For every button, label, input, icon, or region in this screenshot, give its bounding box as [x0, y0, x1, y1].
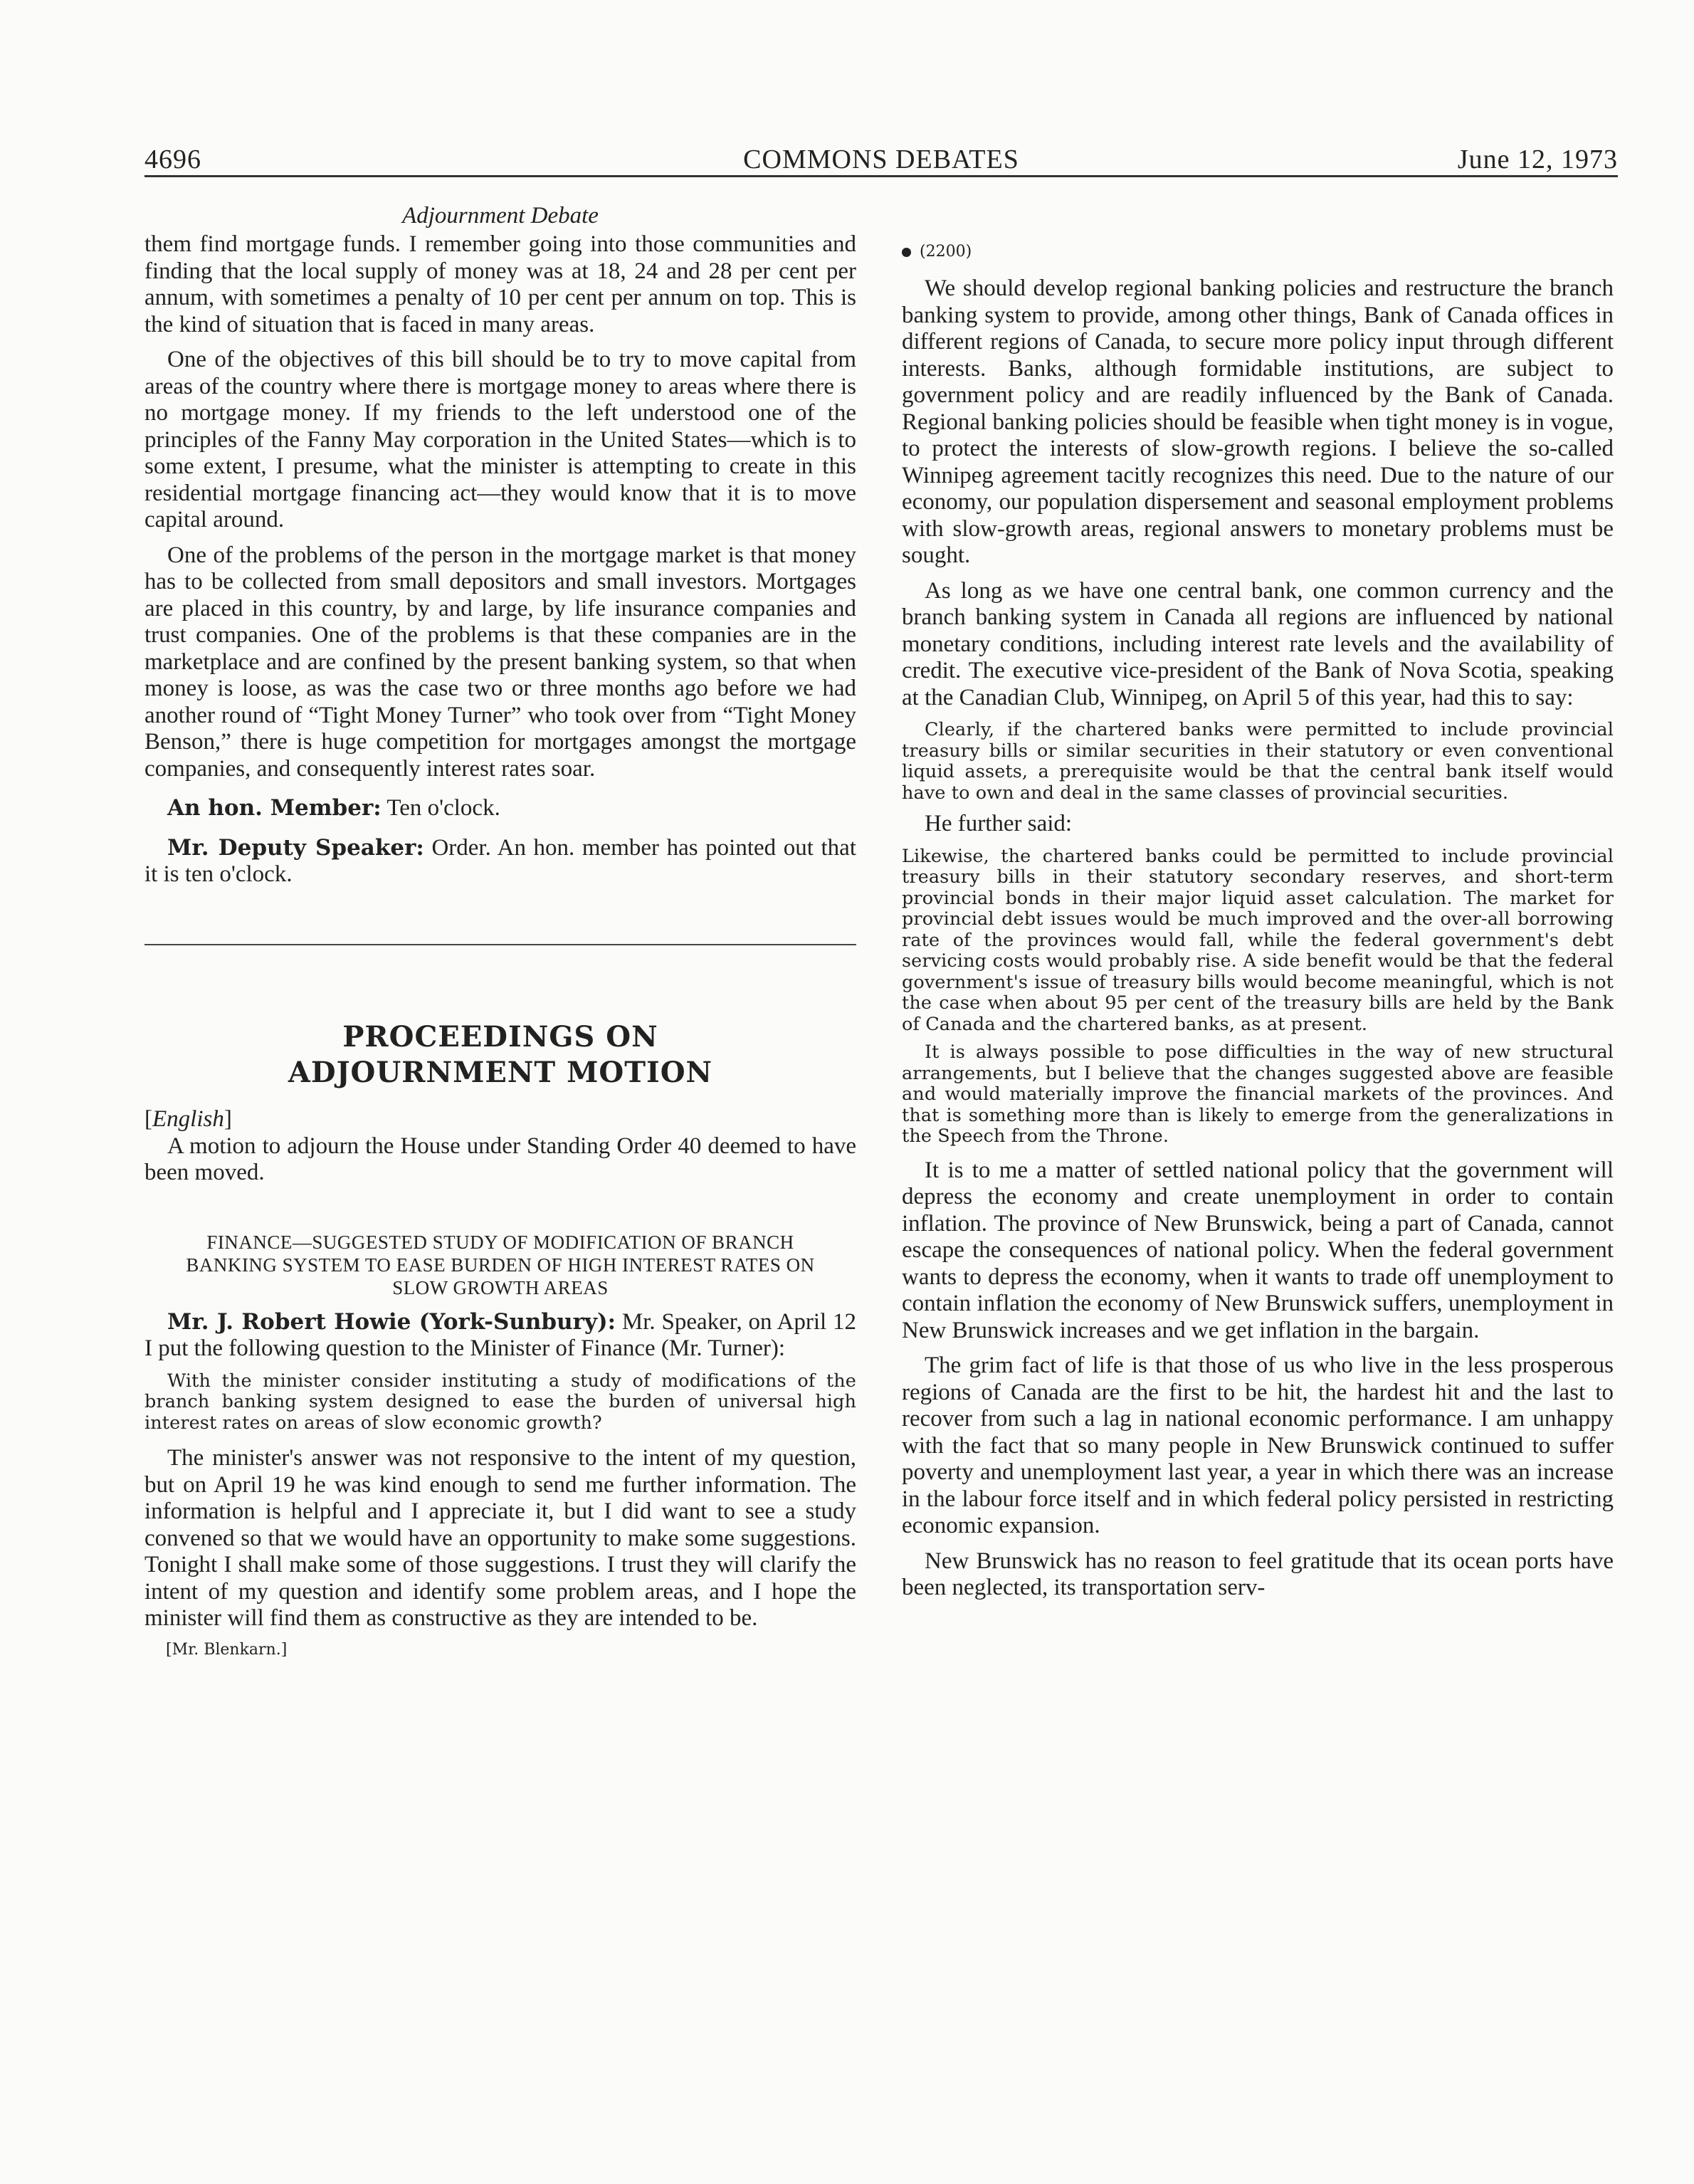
- speech-howie: [144, 1309, 856, 1363]
- speech-text: Order. An hon. member has pointed out that it is ten o'clock.: [144, 834, 856, 887]
- speaker-name: Mr. J. Robert Howie (York-Sunbury):: [167, 1308, 616, 1335]
- speech-deputy-speaker: [144, 835, 856, 888]
- speech-interjection: [144, 795, 856, 822]
- paragraph: One of the objectives of this bill should be to try to move capital from areas of the country where there is mortgage money to areas where there is no mortgage money. If my friends to the left understood one of the principles of the Fanny May corporation in the United States—which is to some extent, I presume, what the minister is attempting to create in this residential mortgage financing act—they would know that it is to move capital around.: [144, 347, 856, 532]
- block-quote: Likewise, the chartered banks could be permitted to include provincial treasury bills in their statutory secondary reserves, and short-term provincial bonds in their major liquid asset calculation. The market for provincial debt issues would be much improved and the over-all borrowing rate of the provinces would fall, while the federal government's debt servicing costs would probably rise. A side benefit would be that the federal government's issue of treasury bills would become meaningful, which is not the case when about 95 per cent of the treasury bills are held by the Bank of Canada and the chartered banks, as at present.: [902, 845, 1614, 1035]
- speech-text: Mr. Speaker, on April 12 I put the following question to the Minister of Finance (Mr. Turner):: [144, 1308, 857, 1361]
- quoted-question: With the minister consider instituting a study of modifications of the branch banking system designed to ease the burden of universal high interest rates on areas of slow economic growth?: [144, 1370, 856, 1434]
- speaker-name: Mr. Deputy Speaker:: [167, 834, 424, 861]
- debate-subheading: FINANCE—SUGGESTED STUDY OF MODIFICATION OF BRANCH BANKING SYSTEM TO EASE BURDEN OF HIGH INTEREST RATES ON SLOW GROWTH AREAS: [186, 1231, 815, 1298]
- motion-text: A motion to adjourn the House under Standing Order 40 deemed to have been moved.: [144, 1133, 856, 1185]
- paragraph: We should develop regional banking policies and restructure the branch banking system to provide, among other things, Bank of Canada offices in different regions of Canada, to secure more policy input through different interests. Banks, although formidable institutions, are subject to government policy and are readily influenced by the Bank of Canada. Regional banking policies should be feasible when tight money is in vogue, to protect the interests of slow-growth regions. I believe the so-called Winnipeg agreement tacitly recognizes this need. Due to the nature of our economy, our population dispersement and seasonal employment problems with slow-growth areas, regional answers to monetary problems must be sought.: [902, 275, 1614, 568]
- speaker-attribution: [Mr. Blenkarn.]: [166, 1640, 288, 1659]
- language-label: English: [152, 1106, 224, 1132]
- paragraph: New Brunswick has no reason to feel gratitude that its ocean ports have been neglected, its transportation serv-: [902, 1548, 1614, 1600]
- paragraph: The grim fact of life is that those of us who live in the less prosperous regions of Canada are the first to be hit, the hardest hit and the last to recover from such a lag in national economic performance. I am unhappy with the fact that so many people in New Brunswick continued to suffer poverty and unemployment last year, a year in which there was an increase in the labour force itself and in which federal policy persisted in restricting economic expansion.: [902, 1353, 1614, 1538]
- paragraph: The minister's answer was not responsive to the intent of my question, but on April 19 he was kind enough to send me further information. The information is helpful and I appreciate it, but I did want to see a study convened so that we would have an opportunity to make some suggestions. Tonight I shall make some of those suggestions. I trust they will clarify the intent of my question and identify some problem areas, and I hope the minister will find them as constructive as they are intended to be.: [144, 1445, 856, 1631]
- issue-date: June 12, 1973: [1457, 145, 1618, 174]
- speech-text: Ten o'clock.: [381, 795, 500, 821]
- block-quote: It is always possible to pose difficulties in the way of new structural arrangements, but I believe that the changes suggested above are feasible and would materially improve the financial markets of the provinces. And that is something more than is likely to emerge from the generalizations in the Speech from the Throne.: [902, 1041, 1614, 1147]
- right-column: [902, 201, 1614, 1610]
- publication-title: COMMONS DEBATES: [743, 145, 1019, 174]
- speaker-name: An hon. Member:: [167, 795, 382, 821]
- time-stamp-text: (2200): [920, 243, 972, 261]
- paragraph: them find mortgage funds. I remember going into those communities and finding that the local supply of money was at 18, 24 and 28 per cent per annum, with sometimes a penalty of 10 per cent per annum on top. This is the kind of situation that is faced in many areas.: [144, 231, 856, 337]
- time-stamp: [902, 241, 1614, 263]
- section-title: PROCEEDINGS ON ADJOURNMENT MOTION: [288, 1019, 713, 1089]
- paragraph: One of the problems of the person in the mortgage market is that money has to be collected from small depositors and small investors. Mortgages are placed in this country, by and large, by life insurance companies and trust companies. One of the problems is that these companies are in the marketplace and are confined by the present banking system, so that when money is loose, as was the case two or three months ago before we had another round of “Tight Money Turner” who took over from “Tight Money Benson,” there is huge competition for mortgages amongst the mortgage companies, and consequently interest rates soar.: [144, 542, 856, 782]
- running-head: Adjournment Debate: [402, 203, 599, 229]
- page-header: [144, 142, 1618, 177]
- bullet-icon: [902, 248, 911, 257]
- block-quote: Clearly, if the chartered banks were permitted to include provincial treasury bills or similar securities in their statutory or even conventional liquid assets, a prerequisite would be that the central bank itself would have to own and deal in the same classes of provincial securities.: [902, 719, 1614, 804]
- left-column: [144, 201, 856, 1659]
- paragraph: He further said:: [925, 811, 1073, 836]
- paragraph: It is to me a matter of settled national policy that the government will depress the economy and create unemployment in order to contain inflation. The province of New Brunswick, being a part of Canada, cannot escape the consequences of national policy. When the federal government wants to depress the economy, when it wants to trade off unemployment to contain inflation the economy of New Brunswick suffers, unemployment in New Brunswick increases and we get inflation in the bargain.: [902, 1157, 1614, 1343]
- page-number: 4696: [144, 145, 201, 174]
- language-tag: [English]: [144, 1106, 232, 1132]
- section-divider: [144, 944, 856, 945]
- paragraph: As long as we have one central bank, one common currency and the branch banking system in Canada all regions are influenced by national monetary conditions, including interest rate levels and the availability of credit. The executive vice-president of the Bank of Nova Scotia, speaking at the Canadian Club, Winnipeg, on April 5 of this year, had this to say:: [902, 577, 1614, 710]
